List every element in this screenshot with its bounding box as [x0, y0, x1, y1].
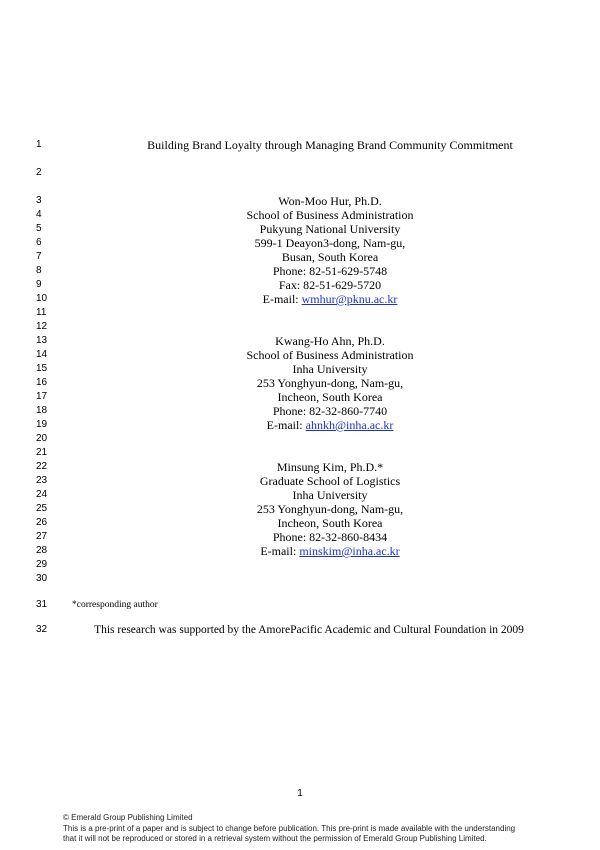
line-number: 15	[36, 363, 48, 374]
manuscript-line	[0, 502, 600, 516]
footer-copyright: © Emerald Group Publishing Limited	[63, 813, 193, 822]
author3-university: Inha University	[292, 488, 368, 502]
footer-notice-line-1: This is a pre-print of a paper and is subject to change before publication. This pre-print is made available with the understanding	[63, 824, 516, 833]
line-number: 1	[36, 139, 42, 150]
manuscript-line	[0, 418, 600, 432]
author3-email-link[interactable]: minskim@inha.ac.kr	[299, 544, 400, 558]
line-number: 9	[36, 279, 42, 290]
line-number: 5	[36, 223, 42, 234]
author1-phone: Phone: 82-51-629-5748	[272, 264, 388, 278]
email-label: E-mail:	[260, 544, 300, 558]
line-number: 18	[36, 405, 48, 416]
author1-name: Won-Moo Hur, Ph.D.	[278, 194, 382, 208]
manuscript-line	[0, 250, 600, 264]
manuscript-line	[0, 320, 600, 334]
line-number: 27	[36, 531, 48, 542]
line-number: 7	[36, 251, 42, 262]
manuscript-line	[0, 446, 600, 460]
author2-email-line	[60, 418, 600, 432]
author2-name: Kwang-Ho Ahn, Ph.D.	[275, 334, 385, 348]
line-number: 2	[36, 167, 42, 178]
manuscript-line	[0, 598, 600, 612]
author2-phone: Phone: 82-32-860-7740	[272, 404, 388, 418]
manuscript-line	[0, 530, 600, 544]
line-number: 3	[36, 195, 42, 206]
corresponding-author-note: *corresponding author	[72, 600, 158, 610]
author1-university: Pukyung National University	[259, 222, 401, 236]
line-number: 4	[36, 209, 42, 220]
manuscript-line	[0, 278, 600, 292]
line-number: 26	[36, 517, 48, 528]
author1-email-line	[60, 292, 600, 306]
manuscript-line	[0, 474, 600, 488]
manuscript-line	[0, 558, 600, 572]
line-number: 25	[36, 503, 48, 514]
manuscript-line	[0, 194, 600, 208]
manuscript-line	[0, 432, 600, 446]
line-number: 32	[36, 624, 48, 635]
author1-email-link[interactable]: wmhur@pknu.ac.kr	[301, 292, 398, 306]
author3-phone: Phone: 82-32-860-8434	[272, 530, 388, 544]
line-number: 12	[36, 321, 48, 332]
manuscript-line	[0, 404, 600, 418]
author2-address-city: Incheon, South Korea	[277, 390, 383, 404]
author3-name: Minsung Kim, Ph.D.*	[276, 460, 384, 474]
author1-address-street: 599-1 Deayon3-dong, Nam-gu,	[254, 236, 406, 250]
manuscript-line	[0, 222, 600, 236]
manuscript-line	[0, 623, 600, 637]
line-number: 30	[36, 573, 48, 584]
email-label: E-mail:	[266, 418, 306, 432]
manuscript-line	[0, 264, 600, 278]
line-number: 28	[36, 545, 48, 556]
page-number: 1	[297, 788, 303, 799]
manuscript-line	[0, 376, 600, 390]
author1-department: School of Business Administration	[246, 208, 414, 222]
line-number: 22	[36, 461, 48, 472]
manuscript-line	[0, 516, 600, 530]
line-number: 24	[36, 489, 48, 500]
line-number: 23	[36, 475, 48, 486]
line-number: 29	[36, 559, 48, 570]
manuscript-line	[0, 348, 600, 362]
acknowledgement: This research was supported by the AmorePacific Academic and Cultural Foundation in 2009	[94, 624, 524, 636]
manuscript-line	[0, 572, 600, 586]
author3-email-line	[60, 544, 600, 558]
paper-title: Building Brand Loyalty through Managing Brand Community Commitment	[147, 138, 513, 152]
line-number: 6	[36, 237, 42, 248]
line-number: 21	[36, 447, 48, 458]
manuscript-line	[0, 334, 600, 348]
line-number: 31	[36, 599, 48, 610]
author2-university: Inha University	[292, 362, 368, 376]
manuscript-line	[0, 208, 600, 222]
line-number: 20	[36, 433, 48, 444]
author3-department: Graduate School of Logistics	[259, 474, 401, 488]
author1-address-city: Busan, South Korea	[281, 250, 379, 264]
author2-address-street: 253 Yonghyun-dong, Nam-gu,	[256, 376, 404, 390]
manuscript-line	[0, 390, 600, 404]
line-number: 16	[36, 377, 48, 388]
manuscript-line	[0, 166, 600, 180]
line-number: 13	[36, 335, 48, 346]
author1-fax: Fax: 82-51-629-5720	[278, 278, 382, 292]
line-number: 10	[36, 293, 48, 304]
manuscript-line	[0, 460, 600, 474]
line-number: 19	[36, 419, 48, 430]
email-label: E-mail:	[262, 292, 302, 306]
manuscript-line	[0, 236, 600, 250]
author3-address-street: 253 Yonghyun-dong, Nam-gu,	[256, 502, 404, 516]
author2-email-link[interactable]: ahnkh@inha.ac.kr	[305, 418, 394, 432]
manuscript-line	[0, 138, 600, 152]
line-number: 14	[36, 349, 48, 360]
author2-department: School of Business Administration	[246, 348, 414, 362]
line-number: 11	[36, 307, 47, 318]
manuscript-line	[0, 292, 600, 306]
author3-address-city: Incheon, South Korea	[277, 516, 383, 530]
line-number: 17	[36, 391, 48, 402]
manuscript-line	[0, 306, 600, 320]
line-number: 8	[36, 265, 42, 276]
footer-notice-line-2: that it will not be reproduced or stored in a retrieval system without the permission of Emerald Group Publishing Limited.	[63, 834, 487, 843]
manuscript-line	[0, 488, 600, 502]
manuscript-line	[0, 362, 600, 376]
manuscript-line	[0, 544, 600, 558]
